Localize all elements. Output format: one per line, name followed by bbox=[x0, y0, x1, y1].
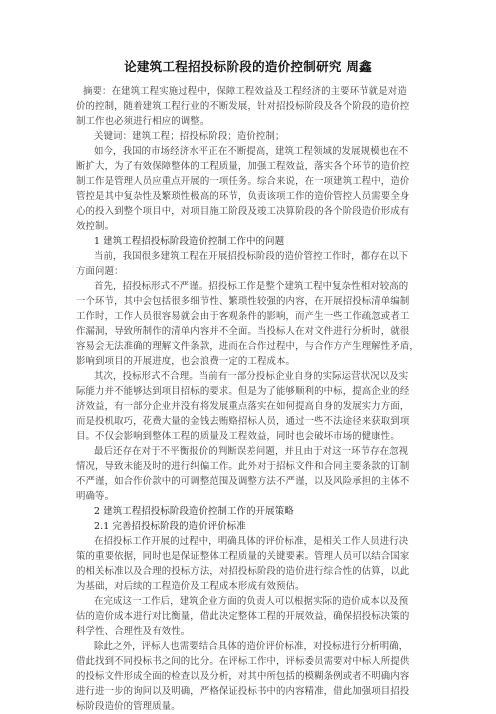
text-line: 策的重要依据，同时也是保证整体工程质量的关键要素。管理人员可以结合国家 bbox=[76, 551, 410, 562]
text-line: 科学性、合理性及有效性。 bbox=[76, 626, 191, 637]
text-line: 借此找到不同投标书之间的比分。在评标工作中，评标委员需要对中标人所提供 bbox=[76, 656, 410, 667]
section-heading: 2 建筑工程招投标阶段造价控制工作的开展策略 bbox=[94, 506, 294, 517]
text-line: 的相关标准以及合理的投标方法，对招投标阶段的造价进行综合性的估算，以此 bbox=[76, 566, 410, 577]
text-line: 一个环节，其中会包括很多细节性、繁琐性较强的内容，在开展招投标清单编制 bbox=[76, 296, 410, 307]
text-line: 际能力并不能够达到项目招标的要求。但是为了能够顺利的中标，提高企业的经 bbox=[76, 386, 410, 397]
text-line: 关键词：建筑工程；招投标阶段；造价控制； bbox=[94, 131, 285, 142]
text-line: 首先，招投标形式不严谨。招投标工作是整个建筑工程中复杂性相对较高的 bbox=[94, 281, 409, 292]
text-line: 而是投机取巧，花费大量的金钱去贿赂招标人员，通过一些不法途径来获取到项 bbox=[76, 416, 410, 427]
text-line: 在招投标工作开展的过程中，明确具体的评价标准，是相关工作人员进行决 bbox=[94, 536, 409, 547]
text-line: 作漏洞，导致所制作的清单内容并不全面。当投标人在对文件进行分析时，就很 bbox=[76, 326, 410, 337]
text-line: 断扩大，为了有效保障整体的工程质量，加强工程效益，落实各个环节的造价控 bbox=[76, 161, 410, 172]
text-line: 进行进一步的询问以及明确，严格保证投标书中的内容精准，借此加强项目招投 bbox=[76, 686, 410, 697]
document-title: 论建筑工程招投标阶段的造价控制研究 周鑫 bbox=[124, 59, 372, 74]
text-line: 价的控制，随着建筑工程行业的不断发展，针对招投标阶段及各个阶段的造价控 bbox=[76, 101, 410, 112]
text-line: 除此之外，评标人也需要结合具体的造价评价标准，对投标进行分析明确， bbox=[94, 641, 409, 652]
text-line: 最后还存在对于不平衡报价的判断误差问题，并且由于对这一环节存在忽视 bbox=[94, 446, 409, 457]
text-line: 济效益，有一部分企业并没有将发展重点落实在如何提高自身的发展实力方面， bbox=[76, 401, 410, 412]
text-line: 估的造价成本进行对比衡量，借此决定整体工程的开展效益，确保招投标决策的 bbox=[76, 611, 410, 622]
text-line: 心的投入到整个项目中，对项目施工阶段及竣工决算阶段的各个阶段造价形成有 bbox=[76, 206, 410, 217]
text-line: 制工作也必须进行相应的调整。 bbox=[76, 116, 210, 127]
text-line: 不严谨，如合作价款中的可调整范围及调整方法不严谨，以及风险承担的主体不 bbox=[76, 476, 410, 487]
text-line: 的投标文件形成全面的检查以及分析，对其中所包括的模糊条例或者不明确内容 bbox=[76, 671, 410, 682]
document-body bbox=[76, 84, 422, 714]
text-line: 摘要：在建筑工程实施过程中，保障工程效益及工程经济的主要环节就是对造 bbox=[83, 86, 407, 97]
text-line: 在完成这一工作后，建筑企业方面的负责人可以根据实际的造价成本以及预 bbox=[94, 596, 409, 607]
section-heading: 1 建筑工程招投标阶段造价控制工作中的问题 bbox=[94, 236, 285, 247]
text-line: 明确等。 bbox=[76, 491, 115, 502]
section-heading: 2.1 完善招投标阶段的造价评价标准 bbox=[94, 521, 246, 532]
text-line: 方面问题： bbox=[76, 266, 124, 277]
text-line: 其次，投标形式不合理。当前有一部分投标企业自身的实际运营状况以及实 bbox=[94, 371, 409, 382]
text-line: 目。不仅会影响到整体工程的质量及工程效益，同时也会破坏市场的健康性。 bbox=[76, 431, 400, 442]
text-line: 工作时，工作人员很容易就会由于客观条件的影响，而产生一些工作疏忽或者工 bbox=[76, 311, 410, 322]
text-line: 容易会无法准确的理解文件条款，进而在合作过程中，与合作方产生理解性矛盾， bbox=[76, 341, 419, 352]
text-line: 为基础，对后续的工程造价及工程成本形成有效预估。 bbox=[76, 581, 305, 592]
text-line: 效控制。 bbox=[76, 221, 115, 232]
text-line: 制工作是管理人员应重点开展的一项任务。综合来说，在一项建筑工程中，造价 bbox=[76, 176, 410, 187]
text-line: 管控是其中复杂性及繁琐性极高的环节，负责该项工作的造价管控人员需要全身 bbox=[76, 191, 410, 202]
text-line: 如今，我国的市场经济水平正在不断提高，建筑工程领域的发展规模也在不 bbox=[94, 146, 409, 157]
text-line: 影响到项目的开展进度，也会浪费一定的工程成本。 bbox=[76, 356, 296, 367]
text-line: 情况，导致未能及时的进行纠偏工作。此外对于招标文件和合同主要条款的订制 bbox=[76, 461, 410, 472]
text-line: 当前，我国很多建筑工程在开展招投标阶段的造价管控工作时，都存在以下 bbox=[94, 251, 409, 262]
text-line: 标阶段造价的管理质量。 bbox=[76, 701, 181, 712]
